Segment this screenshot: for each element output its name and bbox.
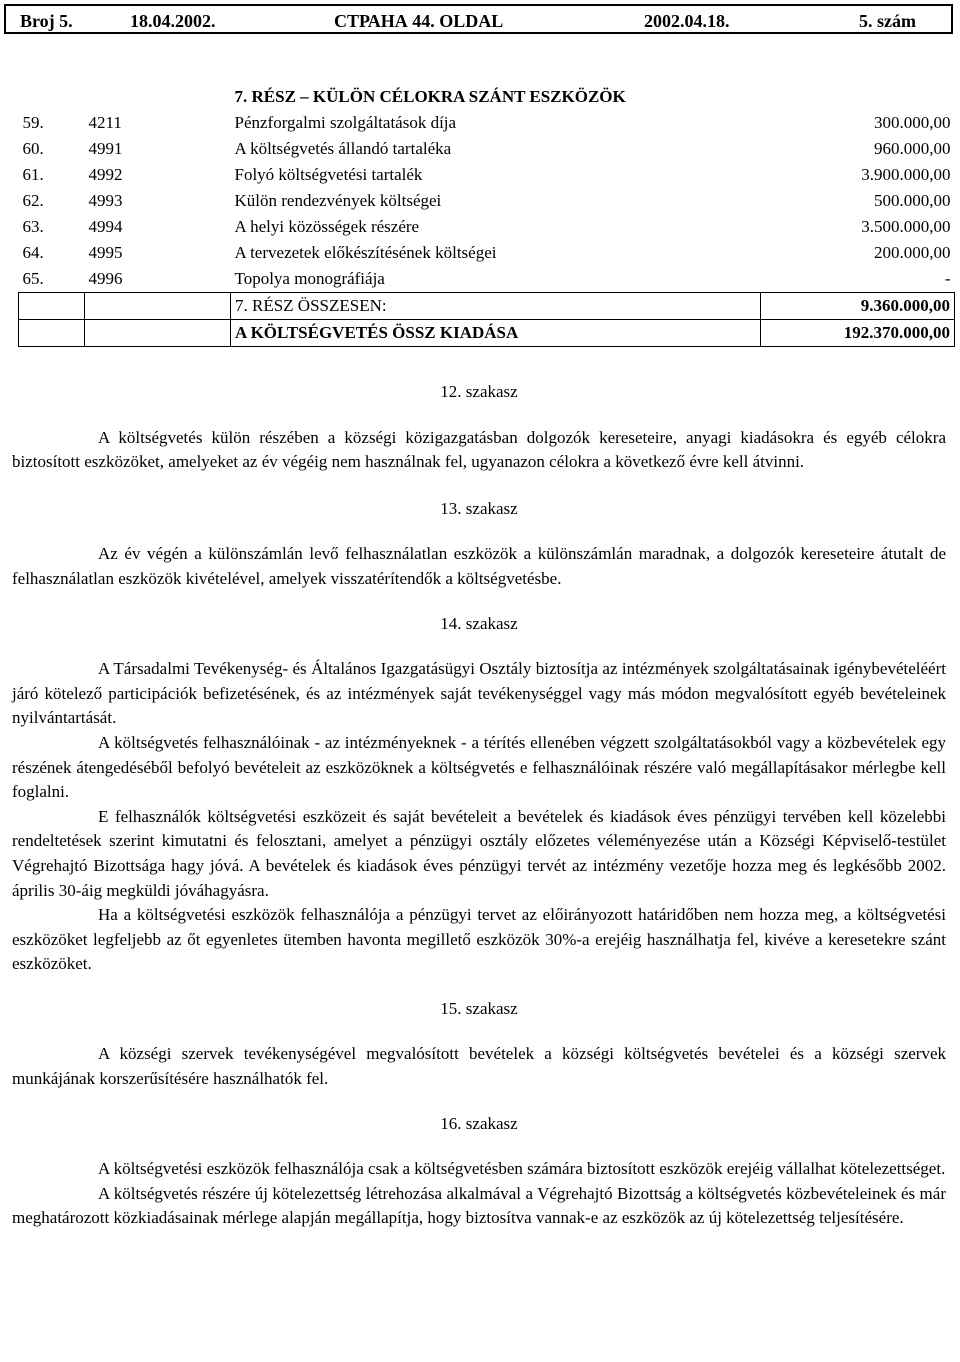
page-number: СТРАНА 44. OLDAL (334, 11, 504, 31)
empty-cell (19, 293, 85, 320)
empty-cell (85, 320, 231, 347)
empty-cell (85, 293, 231, 320)
budget-section-title-row (19, 84, 955, 110)
account-code: 4991 (88, 139, 123, 158)
row-number: 59. (22, 113, 44, 132)
row-number: 65. (22, 269, 44, 288)
document-body (12, 380, 946, 1231)
table-row (19, 110, 955, 136)
item-amount: 3.500.000,00 (861, 217, 951, 236)
item-amount: 200.000,00 (874, 243, 951, 262)
subtotal-row (19, 293, 955, 320)
account-code: 4211 (88, 113, 122, 132)
item-description: Külön rendezvények költségei (234, 191, 442, 210)
subtotal-row-label: 7. RÉSZ ÖSSZESEN: (231, 293, 761, 320)
section-heading: 15. szakasz (440, 998, 518, 1018)
issue-number: Broj 5. (20, 11, 73, 31)
paragraph: A költségvetési eszközök felhasználója csak a költségvetésben számára biztosított eszközök erejéig vállalhat kötelezettséget. (98, 1159, 946, 1179)
table-row (19, 240, 955, 266)
row-number: 60. (22, 139, 44, 158)
empty-cell (19, 320, 85, 347)
paragraph: Az év végén a különszámlán levő felhasználatlan eszközök a különszámlán maradnak, a dolgozók kereseteire átutalt de felhasználatlan eszközök kivételével, amelyek visszatérítendők a költségvetésbe. (12, 544, 946, 588)
item-description: Topolya monográfiája (234, 269, 385, 288)
item-amount: 3.900.000,00 (861, 165, 951, 184)
item-description: A helyi közösségek részére (234, 217, 420, 236)
budget-section-title: 7. RÉSZ – KÜLÖN CÉLOKRA SZÁNT ESZKÖZÖK (234, 87, 626, 106)
paragraph: E felhasználók költségvetési eszközeit és saját bevételeit a bevételek és kiadások éves pénzügyi tervében kell közelebbi rendeltetések szerint kimutatni és felosztani, amelyet a pénzügyi osztály előzetes véleményezése után a Községi Képviselő-testület Végrehajtó Bizottsága hagy jóvá. A bevételek és kiadások éves pénzügyi tervét az intézmény vezetője hozza meg és legkésőbb 2002. április 30-áig megküldi jóváhagyásra. (12, 806, 946, 900)
account-code: 4994 (88, 217, 123, 236)
grand-total-row-amount: 192.370.000,00 (761, 320, 955, 347)
account-code: 4992 (88, 165, 123, 184)
section-heading: 12. szakasz (440, 382, 518, 401)
paragraph: A Társadalmi Tevékenység- és Általános Igazgatásügyi Osztály biztosítja az intézmények szolgáltatásainak igénybevételéért járó kötelező participációk befizetésének, és az intézmények saját tevékenységgel vagy más módon megvalósított egyéb bevételeinek nyilvántartását. (12, 659, 946, 728)
table-row (19, 162, 955, 188)
item-description: Folyó költségvetési tartalék (234, 165, 423, 184)
paragraph: A költségvetés külön részében a községi közigazgatásban dolgozók kereseteire, anyagi kiadásokra és egyéb célokra biztosított eszközöket, amelyeket az év végéig nem használnak fel, ugyanazon célokra a következő évre kell átvinni. (12, 427, 946, 472)
subtotal-row-amount: 9.360.000,00 (761, 293, 955, 320)
item-amount: - (944, 269, 951, 288)
budget-table (18, 84, 955, 347)
grand-total-row-label: A KÖLTSÉGVETÉS ÖSSZ KIADÁSA (231, 320, 761, 347)
paragraph: A költségvetés felhasználóinak - az intézményeknek - a térítés ellenében végzett szolgáltatásokból vagy a közbevételek egy részének átengedéséből befolyó bevételeit az eszközöknek a költségvetés e felhasználóinak részére való megállapításakor mérlegbe kell foglalni. (12, 732, 946, 802)
item-description: Pénzforgalmi szolgáltatások díja (234, 113, 457, 132)
issue-number-hungarian: 5. szám (859, 11, 916, 31)
table-row (19, 266, 955, 293)
table-row (19, 188, 955, 214)
account-code: 4996 (88, 269, 123, 288)
paragraph: A községi szervek tevékenységével megvalósított bevételek a községi költségvetés bevételei és a községi szervek munkájának korszerűsítésére használhatók fel. (12, 1044, 946, 1089)
item-description: A költségvetés állandó tartaléka (234, 139, 452, 158)
issue-date-hungarian: 2002.04.18. (644, 11, 730, 31)
paragraph: A költségvetés részére új kötelezettség létrehozása alkalmával a Végrehajtó Bizottság a költségvetés közbevételeinek és már meghatározott közkiadásainak mérlege alapján megállapítja, hogy biztosítva vannak-e az eszközök az új kötelezettség teljesítésére. (12, 1183, 946, 1228)
table-row (19, 214, 955, 240)
account-code: 4995 (88, 243, 123, 262)
account-code: 4993 (88, 191, 123, 210)
issue-date-serbian: 18.04.2002. (130, 11, 216, 31)
paragraph: Ha a költségvetési eszközök felhasználója a pénzügyi tervet az előirányozott határidőben nem hozza meg, a költségvetési eszközöket legfeljebb az őt egyenletes ütemben havonta megillető eszközök 30%-a erejéig használhatja fel, kivéve a keresetekre szánt eszközöket. (12, 905, 946, 974)
row-number: 61. (22, 165, 44, 184)
table-row (19, 136, 955, 162)
item-description: A tervezetek előkészítésének költségei (234, 243, 497, 262)
item-amount: 300.000,00 (874, 113, 951, 132)
item-amount: 500.000,00 (874, 191, 951, 210)
section-heading: 16. szakasz (440, 1113, 518, 1133)
row-number: 64. (22, 243, 44, 262)
row-number: 62. (22, 191, 44, 210)
row-number: 63. (22, 217, 44, 236)
item-amount: 960.000,00 (874, 139, 951, 158)
grand-total-row (19, 320, 955, 347)
page-header (4, 4, 953, 34)
section-heading: 14. szakasz (440, 613, 518, 633)
section-heading: 13. szakasz (440, 498, 518, 518)
